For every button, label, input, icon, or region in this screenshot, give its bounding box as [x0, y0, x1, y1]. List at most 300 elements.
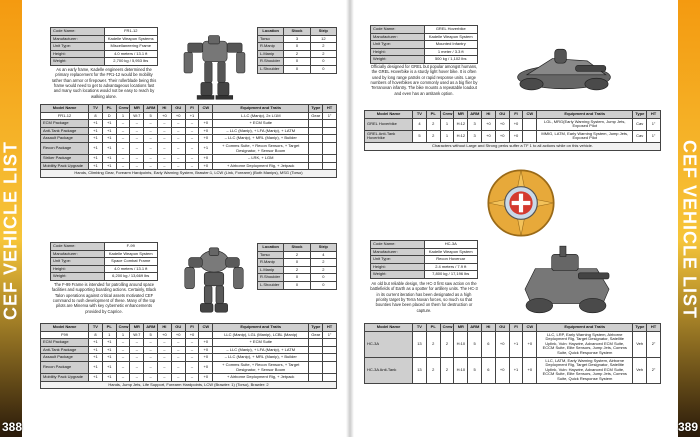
column-header: Strip — [310, 28, 336, 36]
column-header: HI — [158, 324, 172, 332]
table-cell: – — [144, 374, 158, 382]
column-header: PL — [426, 111, 440, 119]
table-cell: – — [171, 374, 185, 382]
side-title: CEF VEHICLE LIST — [679, 140, 700, 320]
table-cell: 3 — [284, 35, 310, 43]
column-header: Equipment and Traits — [213, 105, 309, 113]
package-row — [41, 127, 337, 135]
info-label: Weight: — [371, 271, 425, 279]
table-cell: – — [130, 135, 144, 143]
info-row — [371, 33, 478, 41]
table-cell: +1 — [102, 346, 116, 354]
stats-table — [40, 104, 337, 178]
table-cell: – — [144, 142, 158, 154]
table-cell: – — [185, 155, 199, 163]
info-value: Kadelle Weapon System — [104, 250, 158, 258]
table-cell: 2 — [310, 266, 336, 274]
traits-footer: Characters without Large and Strong perks suffer a TF 1 to all actions while on this vehicle. — [365, 142, 661, 150]
table-row — [41, 331, 337, 339]
table-cell: Mobility Pack Upgrade — [41, 162, 89, 170]
table-cell: 0 — [310, 281, 336, 289]
column-header: PL — [102, 105, 116, 113]
column-header: PL — [426, 324, 440, 332]
description: As an early frame, Kadelle engineers determined the primary replacement for the FR1-12 would be mobility rather than armor or firepower. Their rollerblade being this frame would need to get to advantageous locations fast and many such locations would not be easy to reach by walking alone. — [51, 67, 157, 99]
table-cell: R.Shoulder — [258, 274, 284, 282]
table-cell: +0 — [199, 135, 213, 143]
table-cell: L.Manip — [258, 266, 284, 274]
table-cell: – — [158, 354, 172, 362]
info-value: 2.4 meters / 7.9 ft — [424, 263, 478, 271]
table-cell: – — [185, 120, 199, 128]
table-cell — [323, 162, 337, 170]
table-cell: Torso — [258, 251, 284, 259]
table-cell: 1 — [116, 331, 130, 339]
column-header: Location — [258, 244, 284, 252]
column-header: ARM — [468, 324, 482, 332]
table-cell: 2 — [440, 357, 454, 383]
table-cell: +0 — [199, 346, 213, 354]
package-row — [41, 162, 337, 170]
table-cell: 3 — [468, 118, 482, 130]
column-header: Model Name — [365, 324, 413, 332]
info-label: Height: — [51, 265, 105, 273]
hovercar-illustration — [510, 240, 622, 322]
table-cell: – — [185, 346, 199, 354]
column-header: FI — [509, 324, 523, 332]
description: The F-99 Frame is intended for patrolling around space facilities and supporting boarding actions. Certainly, Black Talon operations against critical assets motivated CEF command to rush development of these. Many of the top pilots are Minerva with key cybernetic enhancements provided by Caprice. — [51, 282, 157, 314]
info-value: 7,800 kg / 17,196 lbs — [424, 271, 478, 279]
info-table — [50, 242, 158, 281]
table-cell: 2" — [647, 331, 661, 357]
table-cell: – — [144, 162, 158, 170]
table-cell: 5 — [144, 331, 158, 339]
info-row — [371, 263, 478, 271]
table-cell: 1 — [440, 118, 454, 130]
table-cell: Striker Package — [41, 155, 89, 163]
table-cell: +0 — [199, 361, 213, 373]
table-cell: 2 — [426, 331, 440, 357]
table-cell — [309, 142, 323, 154]
info-label: Height: — [371, 263, 425, 271]
table-cell — [523, 118, 537, 130]
stats-table — [364, 110, 661, 151]
column-header: Type — [309, 324, 323, 332]
column-header: FI — [185, 324, 199, 332]
info-label: Unit Type: — [371, 41, 425, 49]
table-cell — [323, 142, 337, 154]
info-value: FR1-12 — [104, 28, 158, 36]
table-cell: 5 — [468, 331, 482, 357]
info-label: Code Name: — [371, 241, 425, 249]
info-table — [50, 27, 158, 66]
table-cell: – — [130, 127, 144, 135]
header-row — [41, 324, 337, 332]
frame-mech-illustration — [175, 28, 253, 103]
table-cell: – LLC (Manip), + LFA (Manip), + LATM — [213, 346, 309, 354]
info-row — [51, 58, 158, 66]
table-cell: 0 — [310, 58, 336, 66]
table-cell: 12 — [310, 35, 336, 43]
column-header: Stock — [284, 244, 310, 252]
table-cell — [309, 155, 323, 163]
table-row — [258, 259, 337, 267]
info-table — [370, 25, 478, 64]
table-cell: 5 — [413, 130, 427, 142]
package-row — [41, 339, 337, 347]
info-row — [371, 256, 478, 264]
table-cell — [199, 331, 213, 339]
header-row — [41, 105, 337, 113]
table-cell: HC-3A Anti-Tank — [365, 357, 413, 383]
info-value: Recon Hovercar — [424, 256, 478, 264]
table-cell: – LLC (Manip), + MRL (Manip), + Builder — [213, 135, 309, 143]
table-cell: – — [130, 162, 144, 170]
table-cell: +0 — [199, 339, 213, 347]
table-cell — [323, 127, 337, 135]
info-value: Miscellaneering Frame — [104, 43, 158, 51]
info-row — [51, 35, 158, 43]
table-cell: 5 — [144, 112, 158, 120]
table-cell: – — [144, 120, 158, 128]
table-cell: – — [144, 127, 158, 135]
table-cell: LGL, MRG(Early Warning System, Jump Jets, Exposed Pilot — [537, 118, 633, 130]
table-cell: 1" — [323, 112, 337, 120]
table-cell: + ECM Suite — [213, 339, 309, 347]
info-label: Weight: — [51, 58, 105, 66]
info-row — [51, 243, 158, 251]
column-header: Strip — [310, 244, 336, 252]
info-table — [370, 240, 478, 279]
info-value: 6,200 kg / 13,669 lbs — [104, 273, 158, 281]
table-row — [258, 251, 337, 259]
table-cell: 8 — [89, 112, 103, 120]
table-cell: R.Manip — [258, 259, 284, 267]
table-cell: +1 — [102, 361, 116, 373]
table-cell: H:12 — [454, 130, 468, 142]
table-cell: GREL Anti-Tank Hoverbike — [365, 130, 413, 142]
table-cell — [323, 346, 337, 354]
table-cell — [309, 127, 323, 135]
column-header: FI — [509, 111, 523, 119]
table-cell — [309, 361, 323, 373]
table-cell: +1 — [89, 135, 103, 143]
table-cell: – — [171, 135, 185, 143]
column-header: Equipment and Traits — [537, 111, 633, 119]
table-cell: – — [130, 354, 144, 362]
table-cell — [309, 346, 323, 354]
info-label: Manufacturer: — [371, 248, 425, 256]
table-cell: +1 — [102, 354, 116, 362]
header-row — [258, 244, 337, 252]
hoverbike-illustration — [505, 40, 623, 98]
info-value: 500 kg / 1,102 lbs — [424, 56, 478, 64]
table-cell: – — [171, 155, 185, 163]
table-cell: 1 — [102, 331, 116, 339]
table-cell: – — [116, 361, 130, 373]
table-cell: – — [116, 354, 130, 362]
column-header: PL — [102, 324, 116, 332]
column-header: Crew — [116, 105, 130, 113]
column-header: TV — [413, 324, 427, 332]
table-cell — [523, 130, 537, 142]
table-cell — [323, 361, 337, 373]
package-row — [41, 155, 337, 163]
table-cell: +1 — [102, 374, 116, 382]
table-cell: – — [185, 361, 199, 373]
package-row — [41, 354, 337, 362]
table-cell: 6 — [482, 331, 496, 357]
table-cell: +0 — [509, 130, 523, 142]
info-label: Unit Type: — [51, 258, 105, 266]
table-cell: – — [171, 127, 185, 135]
table-cell: +1 — [102, 127, 116, 135]
info-row — [51, 50, 158, 58]
table-cell — [199, 112, 213, 120]
info-label: Manufacturer: — [51, 250, 105, 258]
table-cell: 0 — [310, 65, 336, 73]
column-header: MR — [454, 111, 468, 119]
table-row — [365, 118, 661, 130]
column-header: Model Name — [41, 324, 89, 332]
info-value: F-99 — [104, 243, 158, 251]
table-cell: D — [102, 112, 116, 120]
table-cell — [309, 374, 323, 382]
table-cell — [323, 120, 337, 128]
column-header: CW — [199, 105, 213, 113]
table-cell — [323, 354, 337, 362]
table-cell: – LLC (Manip), + MRL (Manip), + Builder — [213, 354, 309, 362]
table-row — [41, 112, 337, 120]
table-cell: +1 — [89, 339, 103, 347]
column-header: Stock — [284, 28, 310, 36]
column-header: CW — [523, 324, 537, 332]
table-cell: 2 — [426, 118, 440, 130]
table-cell: 2 — [310, 50, 336, 58]
table-cell: 4 — [310, 251, 336, 259]
info-label: Unit Type: — [371, 256, 425, 264]
table-row — [258, 35, 337, 43]
info-value: Kadelle Weapon System — [424, 248, 478, 256]
table-cell: – — [116, 155, 130, 163]
table-cell: ECM Package — [41, 120, 89, 128]
table-cell: Recon Package — [41, 361, 89, 373]
column-header: HI — [482, 111, 496, 119]
table-cell: – — [116, 162, 130, 170]
table-cell: +1 — [102, 142, 116, 154]
info-row — [51, 28, 158, 36]
table-cell: +0 — [482, 118, 496, 130]
column-header: Location — [258, 28, 284, 36]
table-cell: 2 — [284, 266, 310, 274]
table-cell: – — [116, 346, 130, 354]
table-cell: – — [158, 155, 172, 163]
column-header: Type — [309, 105, 323, 113]
table-cell: MMIG, LATM, Early Warning System, Jump Jets, Exposed Pilot — [537, 130, 633, 142]
table-cell: 2 — [284, 50, 310, 58]
table-cell: +1 — [89, 127, 103, 135]
table-cell: – — [158, 120, 172, 128]
table-cell: Veh — [633, 357, 647, 383]
table-cell: – — [144, 155, 158, 163]
column-header: ARM — [144, 324, 158, 332]
table-cell: 0 — [284, 274, 310, 282]
table-cell: Assault Package — [41, 135, 89, 143]
frame-f99-illustration — [175, 240, 253, 318]
info-value: Kadelle Weapon Systems — [104, 35, 158, 43]
compass-emblem-icon — [486, 168, 556, 238]
info-label: Weight: — [371, 56, 425, 64]
table-cell: 13 — [413, 331, 427, 357]
table-cell: +0 — [199, 162, 213, 170]
traits-row — [41, 170, 337, 178]
stats-table — [364, 323, 661, 384]
table-cell: – — [171, 162, 185, 170]
table-cell: – — [158, 135, 172, 143]
column-header: ARM — [468, 111, 482, 119]
right-page — [350, 0, 700, 437]
info-value: GREL Hoverbike — [424, 26, 478, 34]
table-cell: +0 — [158, 112, 172, 120]
table-cell: L.LC (Manip), 2x L/1M — [213, 112, 309, 120]
table-cell: R.Shoulder — [258, 58, 284, 66]
table-cell: +1 — [102, 162, 116, 170]
column-header: HT — [647, 324, 661, 332]
table-cell: – — [185, 127, 199, 135]
table-cell: +0 — [495, 130, 509, 142]
table-row — [258, 58, 337, 66]
table-row — [258, 50, 337, 58]
column-header: TV — [89, 324, 103, 332]
table-cell: +0 — [171, 331, 185, 339]
table-cell: W:7 — [130, 112, 144, 120]
table-cell: 0 — [284, 43, 310, 51]
location-table — [257, 243, 337, 290]
table-cell: – — [171, 142, 185, 154]
table-row — [258, 266, 337, 274]
info-label: Manufacturer: — [51, 35, 105, 43]
info-value: 1 meter / 3.3 ft — [424, 48, 478, 56]
table-cell: +1 — [199, 142, 213, 154]
info-label: Code Name: — [51, 243, 105, 251]
column-header: GU — [495, 324, 509, 332]
table-cell: 0 — [284, 58, 310, 66]
table-cell: +0 — [482, 130, 496, 142]
table-cell: 0 — [284, 281, 310, 289]
table-cell: 4 — [413, 118, 427, 130]
table-cell: F99 — [41, 331, 89, 339]
table-cell: 2 — [440, 331, 454, 357]
column-header: Crew — [440, 111, 454, 119]
table-cell: – — [171, 339, 185, 347]
column-header: Type — [633, 324, 647, 332]
table-cell: – — [144, 135, 158, 143]
column-header: HT — [323, 105, 337, 113]
table-cell: +0 — [199, 127, 213, 135]
table-cell: – — [144, 339, 158, 347]
table-cell: +1 — [509, 331, 523, 357]
table-cell: + Airborne Deployment Rig, + Jetpack — [213, 374, 309, 382]
table-cell: 3 — [468, 130, 482, 142]
package-row — [41, 361, 337, 373]
table-cell: – — [158, 162, 172, 170]
table-cell: 0 — [284, 65, 310, 73]
table-cell: H:10 — [454, 331, 468, 357]
info-value: Kadelle Weapon System — [424, 33, 478, 41]
table-cell: +0 — [185, 331, 199, 339]
info-value: Mounted Infantry — [424, 41, 478, 49]
table-cell: Mobility Pack Upgrade — [41, 374, 89, 382]
traits-row — [41, 381, 337, 389]
table-cell: – — [171, 120, 185, 128]
table-cell: + Comms Suite, + Recon Sensors, + Target Designator, + Sensor Boom — [213, 142, 309, 154]
column-header: HI — [482, 324, 496, 332]
table-cell: +1 — [89, 374, 103, 382]
table-cell: +0 — [523, 357, 537, 383]
info-row — [371, 56, 478, 64]
table-cell: – — [171, 361, 185, 373]
info-row — [51, 258, 158, 266]
info-label: Code Name: — [371, 26, 425, 34]
column-header: ARM — [144, 105, 158, 113]
table-cell — [309, 339, 323, 347]
table-cell: +1 — [89, 354, 103, 362]
table-cell: ECM Package — [41, 339, 89, 347]
table-cell: L.Shoulder — [258, 281, 284, 289]
table-cell — [323, 339, 337, 347]
table-cell: Cav — [633, 118, 647, 130]
table-cell: – — [185, 354, 199, 362]
column-header: Model Name — [365, 111, 413, 119]
table-cell: +1 — [185, 112, 199, 120]
column-header: GU — [171, 324, 185, 332]
table-cell: 1" — [647, 130, 661, 142]
table-cell: – — [130, 339, 144, 347]
table-cell: – LRK, + LGM — [213, 155, 309, 163]
table-cell: – LLC (Manip), + LFA (Manip), + LATM — [213, 127, 309, 135]
table-cell: – — [171, 346, 185, 354]
info-label: Height: — [51, 50, 105, 58]
info-label: Code Name: — [51, 28, 105, 36]
traits-footer: Hands, Jump Jets, Life Support, Forearm Hardpoints, LCW (Brawler: 1) (Torso), Brawler: 2 — [41, 381, 337, 389]
column-header: Equipment and Traits — [213, 324, 309, 332]
info-row — [371, 248, 478, 256]
table-cell: GREL Hoverbike — [365, 118, 413, 130]
table-cell: L.Manip — [258, 50, 284, 58]
table-cell: +0 — [509, 118, 523, 130]
column-header: GU — [495, 111, 509, 119]
table-cell: 8 — [89, 331, 103, 339]
table-cell — [309, 354, 323, 362]
table-cell: LLC, LRP, Early Warning System, Airborne Deployment Rig, Target Designator, Satellite Uplink, Vuln: Haywire, Advanced ECM Suite, ECCM Suite, Elite Sensors, Jump Jets, Comms Suite, Quick Response System — [537, 331, 633, 357]
column-header: Crew — [440, 324, 454, 332]
table-cell: +0 — [199, 155, 213, 163]
table-row — [365, 357, 661, 383]
table-cell: 1" — [647, 118, 661, 130]
table-cell: W:7 — [130, 331, 144, 339]
table-cell: HC-3A — [365, 331, 413, 357]
package-row — [41, 120, 337, 128]
column-header: HT — [647, 111, 661, 119]
table-cell: +1 — [102, 120, 116, 128]
table-cell: 0 — [310, 274, 336, 282]
table-cell: 2" — [647, 357, 661, 383]
table-cell: +1 — [89, 361, 103, 373]
column-header: Type — [633, 111, 647, 119]
column-header: MR — [130, 324, 144, 332]
table-cell: – — [171, 354, 185, 362]
table-cell: – — [158, 374, 172, 382]
side-title: CEF VEHICLE LIST — [0, 140, 21, 320]
